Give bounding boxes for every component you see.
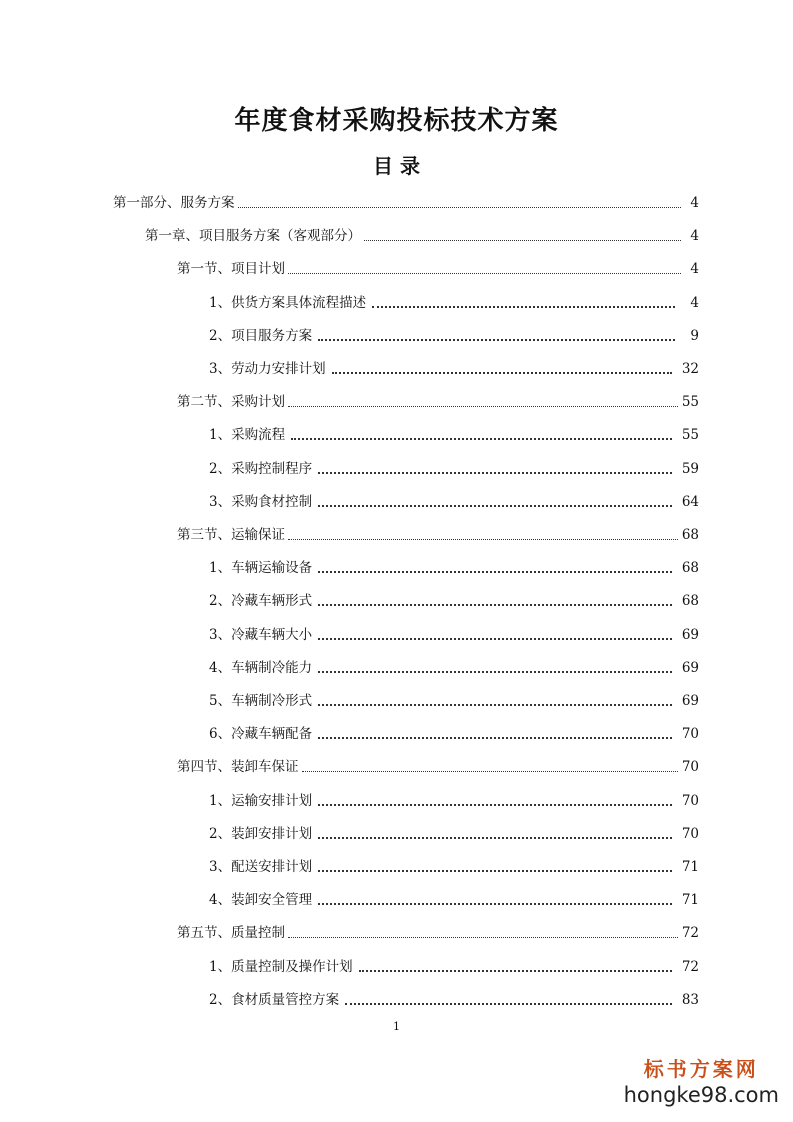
toc-entry-title: 1、供货方案具体流程描述 bbox=[209, 294, 367, 311]
toc-dot-leader bbox=[318, 786, 672, 806]
toc-dot-leader bbox=[359, 952, 672, 972]
toc-entry[interactable] bbox=[177, 754, 699, 776]
toc-entry-page: 83 bbox=[681, 991, 699, 1008]
toc-dot-leader bbox=[318, 653, 672, 673]
toc-entry[interactable] bbox=[177, 920, 699, 942]
toc-entry-title: 3、配送安排计划 bbox=[209, 859, 313, 875]
toc-entry[interactable] bbox=[209, 489, 699, 511]
toc-entry[interactable] bbox=[209, 323, 699, 345]
toc-dot-leader bbox=[345, 985, 672, 1005]
toc-entry-title: 2、装卸安排计划 bbox=[209, 825, 313, 842]
toc-entry-page: 72 bbox=[681, 958, 699, 975]
toc-entry-title: 第五节、质量控制 bbox=[177, 925, 285, 942]
toc-entry[interactable] bbox=[209, 854, 699, 876]
toc-entry-page: 4 bbox=[690, 195, 699, 211]
toc-entry-page: 68 bbox=[681, 560, 699, 577]
toc-dot-leader bbox=[318, 719, 672, 739]
toc-entry[interactable] bbox=[209, 622, 699, 644]
toc-entry-page: 69 bbox=[681, 659, 699, 676]
toc-entry-title: 3、劳动力安排计划 bbox=[209, 361, 326, 377]
toc-entry-page: 59 bbox=[681, 460, 699, 477]
toc-entry-page: 72 bbox=[681, 925, 699, 942]
toc-entry-page: 9 bbox=[690, 327, 699, 344]
toc-entry[interactable] bbox=[209, 688, 699, 710]
toc-entry-title: 1、运输安排计划 bbox=[209, 792, 313, 809]
toc-dot-leader bbox=[364, 222, 681, 241]
toc-entry[interactable] bbox=[209, 821, 699, 843]
document-title: 年度食材采购投标技术方案 bbox=[234, 106, 559, 136]
toc-dot-leader bbox=[318, 686, 672, 706]
toc-dot-leader bbox=[318, 454, 672, 474]
toc-entry-title: 2、采购控制程序 bbox=[209, 460, 313, 477]
toc-entry-title: 第一节、项目计划 bbox=[177, 261, 285, 278]
toc-entry[interactable] bbox=[177, 522, 699, 544]
toc-dot-leader bbox=[318, 553, 672, 573]
toc-entry-title: 第四节、装卸车保证 bbox=[177, 759, 299, 776]
site-watermark bbox=[624, 1056, 779, 1108]
toc-heading: 目 录 bbox=[373, 154, 420, 178]
toc-entry-page: 55 bbox=[681, 427, 699, 444]
toc-dot-leader bbox=[318, 852, 672, 872]
toc-entry[interactable] bbox=[113, 190, 699, 212]
toc-entry-title: 1、质量控制及操作计划 bbox=[209, 958, 353, 975]
toc-entry-page: 70 bbox=[681, 825, 699, 842]
watermark-cn-text: 标书方案网 bbox=[643, 1057, 759, 1081]
toc-dot-leader bbox=[291, 420, 672, 440]
toc-entry[interactable] bbox=[209, 788, 699, 810]
toc-entry[interactable] bbox=[145, 223, 699, 245]
toc-entry[interactable] bbox=[209, 588, 699, 610]
toc-entry-page: 70 bbox=[681, 726, 699, 743]
toc-dot-leader bbox=[288, 521, 678, 540]
toc-dot-leader bbox=[318, 885, 672, 905]
toc-dot-leader bbox=[302, 753, 678, 772]
toc-entry-title: 第二节、采购计划 bbox=[177, 394, 285, 411]
toc-entry-title: 2、项目服务方案 bbox=[209, 327, 313, 344]
toc-entry-page: 68 bbox=[681, 527, 699, 543]
page-number: 1 bbox=[393, 1020, 400, 1033]
toc-entry-page: 69 bbox=[681, 626, 699, 643]
toc-entry[interactable] bbox=[209, 887, 699, 909]
toc-entry-page: 55 bbox=[681, 394, 699, 411]
toc-entry-title: 2、食材质量管控方案 bbox=[209, 991, 340, 1008]
toc-entry[interactable] bbox=[209, 456, 699, 478]
toc-entry[interactable] bbox=[209, 422, 699, 444]
toc-entry[interactable] bbox=[209, 954, 699, 976]
toc-dot-leader bbox=[288, 255, 681, 274]
toc-dot-leader bbox=[288, 919, 678, 938]
toc-entry[interactable] bbox=[209, 290, 699, 312]
toc-entry-page: 68 bbox=[681, 593, 699, 610]
toc-dot-leader bbox=[372, 288, 675, 308]
toc-entry-page: 71 bbox=[681, 859, 699, 875]
toc-dot-leader bbox=[318, 620, 672, 640]
toc-entry-title: 2、冷藏车辆形式 bbox=[209, 593, 313, 610]
toc-entry[interactable] bbox=[209, 555, 699, 577]
toc-dot-leader bbox=[238, 189, 682, 208]
toc-entry-title: 第一部分、服务方案 bbox=[113, 195, 235, 211]
toc-entry[interactable] bbox=[177, 256, 699, 278]
toc-dot-leader bbox=[318, 487, 672, 507]
toc-entry[interactable] bbox=[177, 389, 699, 411]
toc-entry-title: 3、冷藏车辆大小 bbox=[209, 626, 313, 643]
toc-entry-title: 3、采购食材控制 bbox=[209, 493, 313, 510]
toc-entry-page: 64 bbox=[681, 493, 699, 510]
toc-entry-title: 1、采购流程 bbox=[209, 427, 286, 444]
toc-entry-title: 4、车辆制冷能力 bbox=[209, 659, 313, 676]
toc-entry-page: 4 bbox=[690, 294, 699, 311]
toc-entry-page: 4 bbox=[690, 261, 699, 278]
toc-entry[interactable] bbox=[209, 721, 699, 743]
toc-entry[interactable] bbox=[209, 655, 699, 677]
toc-entry[interactable] bbox=[209, 356, 699, 378]
watermark-url-text: hongke98.com bbox=[623, 1083, 779, 1107]
toc-entry-title: 4、装卸安全管理 bbox=[209, 892, 313, 909]
toc-dot-leader bbox=[288, 388, 678, 407]
toc-dot-leader bbox=[318, 819, 672, 839]
toc-dot-leader bbox=[318, 321, 675, 341]
toc-entry-title: 1、车辆运输设备 bbox=[209, 560, 313, 577]
toc-entry-page: 70 bbox=[681, 759, 699, 776]
toc-entry-page: 4 bbox=[690, 228, 699, 245]
toc-entry-page: 32 bbox=[681, 361, 699, 377]
toc-entry-page: 69 bbox=[681, 693, 699, 709]
toc-dot-leader bbox=[332, 354, 672, 374]
toc-dot-leader bbox=[318, 586, 672, 606]
toc-entry[interactable] bbox=[209, 987, 699, 1009]
toc-entry-title: 5、车辆制冷形式 bbox=[209, 693, 313, 709]
toc-entry-title: 第一章、项目服务方案（客观部分） bbox=[145, 228, 361, 245]
toc-entry-page: 70 bbox=[681, 792, 699, 809]
toc-entry-title: 第三节、运输保证 bbox=[177, 527, 285, 543]
toc-entry-title: 6、冷藏车辆配备 bbox=[209, 726, 313, 743]
toc-entry-page: 71 bbox=[681, 892, 699, 909]
